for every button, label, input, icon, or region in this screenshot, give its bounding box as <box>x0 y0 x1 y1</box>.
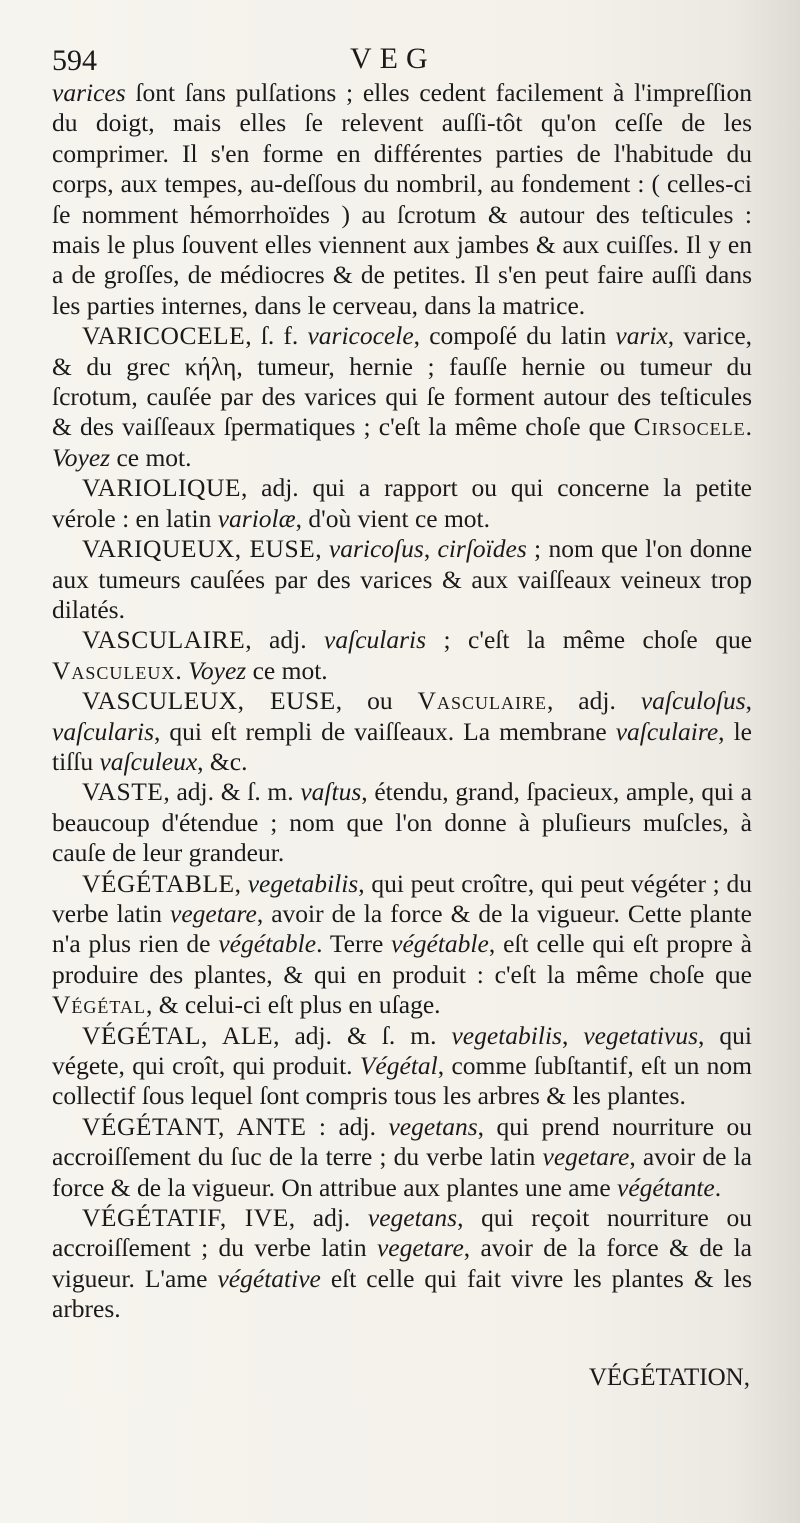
cross-reference: Vasculeux <box>52 655 176 685</box>
entry-text: , & celui-ci eſt plus en uſage. <box>145 990 441 1020</box>
entry-text: . <box>745 412 752 442</box>
entry-text: , qui peut croître, qui peut végéter ; du verbe latin <box>52 868 752 928</box>
italic-term: vegetabilis <box>247 868 359 898</box>
entry-text: , eſt celle qui eſt propre à produire des plantes, & qui en produit : c'eſt la même choſe que <box>52 929 752 989</box>
italic-term: vaſcularis <box>324 625 427 655</box>
italic-term: Voyez <box>188 655 247 685</box>
entry-text: , avoir de la force & de la vigueur. Cette plante n'a plus rien de <box>52 898 752 959</box>
italic-term: varices <box>52 78 126 107</box>
italic-term: végétable <box>391 929 489 959</box>
dictionary-text <box>52 78 752 1325</box>
entry-continuation <box>52 78 752 321</box>
italic-term: vaſcularis <box>52 716 154 746</box>
catchword: VÉGÉTATION, <box>588 1364 750 1391</box>
dictionary-entry <box>52 534 752 625</box>
entry-text: , <box>315 534 329 564</box>
entry-text: , adj. & ſ. m. <box>273 1020 452 1050</box>
italic-term: vegetans <box>367 1203 458 1233</box>
entry-text: ; nom que l'on donne aux tumeurs cauſées par des varices & aux vaiſſeaux veineux trop dilatés. <box>52 534 753 624</box>
entry-text: eſt celle qui fait vivre les plantes & les arbres. <box>52 1263 752 1324</box>
entry-text: , adj. <box>288 1203 368 1233</box>
entry-text: , <box>423 534 438 564</box>
italic-term: variolæ <box>217 503 296 533</box>
entry-headword: VÉGÉTANT, ANTE <box>82 1111 307 1141</box>
dictionary-entry <box>52 686 752 777</box>
italic-term: vegetare <box>170 898 257 928</box>
entry-text: , qui végete, qui croît, qui produit. <box>52 1020 753 1080</box>
entry-text: , compoſé du latin <box>413 321 616 351</box>
entry-headword: VASCULAIRE <box>82 625 246 655</box>
entry-text: ſont ſans pulſations ; elles cedent facilement à l'impreſſion du doigt, mais elles ſe relevent auſſi-tôt qu'on ceſſe de les comprimer. Il s'en forme en différentes parties de l'habitude du corps, aux tempes, au-deſſous du nombril, au fondement : ( celles-ci ſe nomment hémorrhoïdes ) au ſcrotum & autour des teſticules : mais le plus ſouvent elles viennent aux jambes & aux cuiſſes. Il y en a de groſſes, de médiocres & de petites. Il s'en peut faire auſſi dans les parties internes, dans le cerveau, dans la matrice. <box>52 78 752 320</box>
cross-reference: Vasculaire <box>417 686 547 716</box>
dictionary-entry <box>52 777 752 868</box>
entry-text: , adj. & ſ. m. <box>163 777 301 807</box>
entry-text: , qui eſt rempli de vaiſſeaux. La membrane <box>154 716 616 746</box>
entry-headword: VARICOCELE <box>82 321 246 351</box>
italic-term: vegetare <box>542 1142 630 1172</box>
entry-text: , avoir de la force & de la vigueur. L'ame <box>52 1233 752 1293</box>
italic-term: vegetativus <box>583 1020 699 1050</box>
entry-text: , ou <box>335 686 418 716</box>
entry-headword: VÉGÉTAL, ALE <box>82 1020 274 1050</box>
entry-text: , adj. qui a rapport ou qui concerne la petite vérole : en latin <box>52 473 752 533</box>
entry-text: , avoir de la force & de la vigueur. On attribue aux plantes une ame <box>52 1142 752 1202</box>
dictionary-entry <box>52 321 752 473</box>
dictionary-entry <box>52 869 752 1021</box>
running-head: VEG <box>350 42 436 75</box>
entry-text: , qui reçoit nourriture ou accroiſſement ; du verbe latin <box>52 1203 752 1263</box>
italic-term: végétative <box>217 1263 321 1293</box>
entry-text: , <box>561 1020 584 1050</box>
italic-term: vaſculeux <box>99 746 198 776</box>
italic-term: varix <box>615 321 668 351</box>
entry-text: , d'où vient ce mot. <box>295 503 491 533</box>
entry-text: : adj. <box>306 1111 389 1141</box>
entry-text: , adj. <box>245 625 325 655</box>
entry-text: ce mot. <box>110 442 192 472</box>
entry-text: , comme ſubſtantif, eſt un nom collectif ſous lequel ſont compris tous les arbres & les plantes. <box>52 1051 752 1111</box>
entry-text: , &c. <box>197 746 248 776</box>
entry-text: , étendu, grand, ſpacieux, ample, qui a beaucoup d'étendue ; nom que l'on donne à pluſieurs muſcles, à cauſe de leur grandeur. <box>52 777 752 868</box>
entry-headword: VARIOLIQUE <box>82 473 241 503</box>
italic-term: vegetare <box>376 1233 464 1263</box>
italic-term: cirſoïdes <box>437 534 527 564</box>
dictionary-entry <box>52 1021 752 1112</box>
entry-headword: VASCULEUX, EUSE <box>82 686 336 716</box>
cross-reference: Cirsocele <box>633 412 746 442</box>
entry-text: , varice, & du grec κήλη, tumeur, hernie ; fauſſe hernie ou tumeur du ſcrotum, cauſée par des varices qui ſe forment autour des teſticules & des vaiſſeaux ſpermatiques ; c'eſt la même choſe que <box>52 321 753 442</box>
entry-text: , ſ. f. <box>245 321 308 351</box>
italic-term: Végétal <box>359 1051 438 1080</box>
entry-text: ce mot. <box>246 655 328 685</box>
italic-term: vaſculaire <box>615 716 719 746</box>
dictionary-entry <box>52 1112 752 1203</box>
dictionary-entry <box>52 625 752 686</box>
entry-headword: VASTE <box>82 777 164 807</box>
italic-term: végétable <box>218 929 317 959</box>
entry-text: , adj. <box>546 686 641 716</box>
dictionary-entry <box>52 473 752 534</box>
italic-term: varicoſus <box>328 534 424 564</box>
italic-term: vaſtus <box>300 777 362 807</box>
entry-text: . <box>175 655 189 685</box>
entry-headword: VARIQUEUX, EUSE <box>82 534 316 564</box>
entry-text: , qui prend nourriture ou accroiſſement du ſuc de la terre ; du verbe latin <box>52 1111 752 1172</box>
italic-term: végétante <box>617 1172 715 1202</box>
dictionary-entry <box>52 1203 752 1325</box>
entry-text: . Terre <box>316 929 392 959</box>
italic-term: vaſculoſus <box>640 686 746 716</box>
italic-term: Voyez <box>52 442 111 472</box>
entry-headword: VÉGÉTATIF, IVE <box>82 1203 289 1233</box>
entry-text: , <box>234 868 248 898</box>
page-number: 594 <box>52 44 97 77</box>
italic-term: varicocele <box>307 321 414 351</box>
entry-headword: VÉGÉTABLE <box>82 868 235 898</box>
entry-text: , <box>745 686 753 716</box>
cross-reference: Végétal <box>52 990 146 1020</box>
entry-text: , le tiſſu <box>52 716 752 776</box>
entry-text: . <box>714 1172 722 1202</box>
entry-text: ; c'eſt la même choſe que <box>426 625 753 655</box>
italic-term: vegetans <box>388 1111 478 1141</box>
italic-term: vegetabilis <box>451 1020 562 1050</box>
